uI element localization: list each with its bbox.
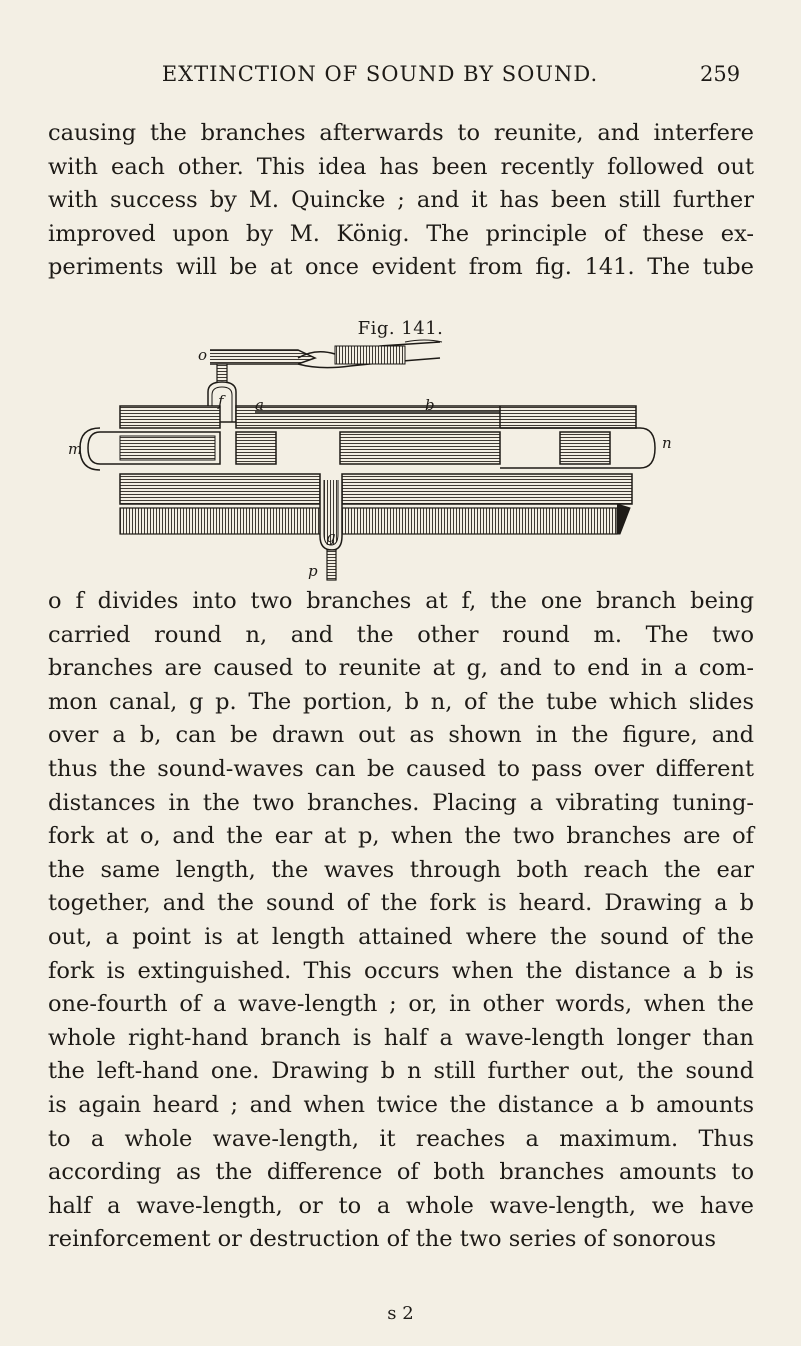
text-line: with each other. This idea has been recently followed out (48, 153, 754, 180)
text-line: whole right-hand branch is half a wave-length longer than (48, 1024, 754, 1051)
page-number: 259 (700, 62, 741, 86)
paragraph-2 (48, 585, 754, 1257)
text-line: together, and the sound of the fork is heard. Drawing a b (48, 890, 754, 917)
text-line: thus the sound-waves can be caused to pass over different (48, 755, 754, 782)
text-line: o f divides into two branches at f, the one branch being (48, 588, 754, 614)
text-line: periments will be at once evident from fig. 141. The tube (48, 254, 754, 281)
text-line: distances in the two branches. Placing a vibrating tuning- (48, 789, 754, 816)
label-p: p (308, 562, 318, 580)
tuning-fork (210, 340, 442, 368)
text-line: improved upon by M. König. The principle of these ex- (48, 220, 754, 247)
label-m: m (68, 440, 83, 458)
label-b: b (425, 396, 435, 414)
label-a: a (255, 396, 264, 414)
label-g: g (326, 528, 336, 546)
text-line: the left-hand one. Drawing b n still further out, the sound (48, 1058, 754, 1085)
paragraph-1 (48, 117, 754, 285)
middle-tubes (80, 428, 655, 470)
text-line: one-fourth of a wave-length ; or, in other words, when the (48, 991, 754, 1018)
text-line: the same length, the waves through both reach the ear (48, 856, 754, 883)
text-line: over a b, can be drawn out as shown in the figure, and (48, 722, 754, 749)
text-line: mon canal, g p. The portion, b n, of the tube which slides (48, 688, 754, 715)
text-line: carried round n, and the other round m. The two (48, 621, 754, 648)
text-line: branches are caused to reunite at g, and to end in a com- (48, 655, 754, 682)
text-line: fork is extinguished. This occurs when the distance a b is (48, 957, 754, 984)
signature-mark: s 2 (387, 1303, 414, 1324)
text-line: with success by M. Quincke ; and it has been still further (48, 187, 754, 214)
figure-caption: Fig. 141. (357, 318, 444, 339)
text-line: is again heard ; and when twice the distance a b amounts (48, 1091, 754, 1118)
text-line: to a whole wave-length, it reaches a maximum. Thus (48, 1125, 754, 1152)
tube-apparatus-figure (68, 340, 740, 585)
text-line: according as the difference of both branches amounts to (48, 1159, 754, 1186)
lower-branch (120, 474, 632, 534)
label-f: f (218, 392, 224, 410)
text-line: fork at o, and the ear at p, when the two branches are of (48, 823, 754, 850)
running-head: EXTINCTION OF SOUND BY SOUND. (161, 62, 599, 86)
text-line: out, a point is at length attained where the sound of the (48, 923, 754, 950)
text-line: causing the branches afterwards to reunite, and interfere (48, 120, 754, 146)
label-n: n (662, 434, 672, 452)
upper-branch (120, 406, 636, 428)
text-line: half a wave-length, or to a whole wave-length, we have (48, 1192, 754, 1219)
label-o: o (198, 346, 208, 364)
text-line: reinforcement or destruction of the two series of sonorous (48, 1226, 717, 1253)
